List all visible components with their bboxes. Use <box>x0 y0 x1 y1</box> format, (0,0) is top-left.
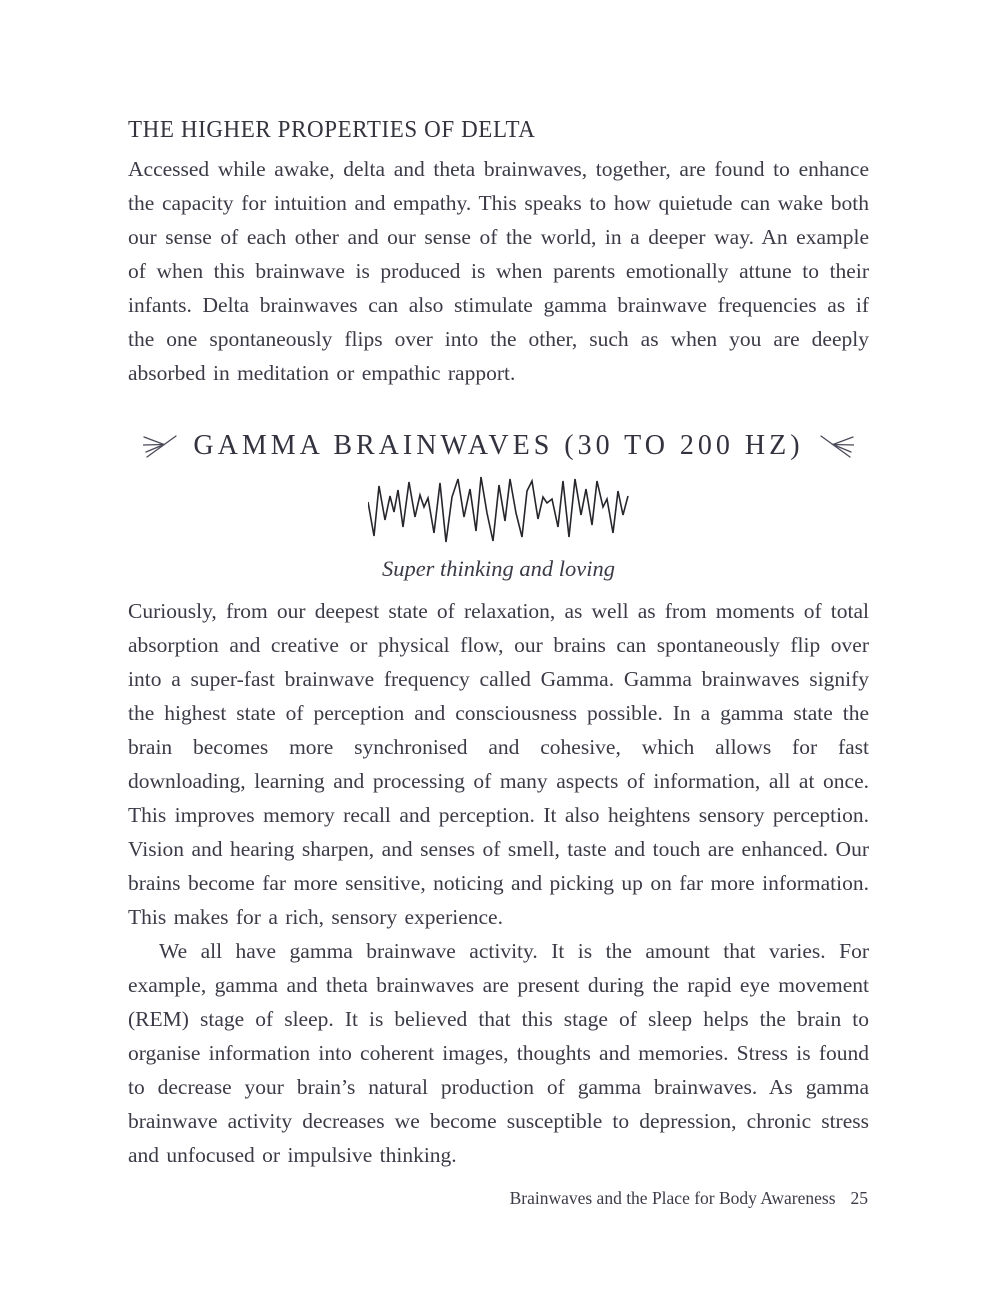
running-title: Brainwaves and the Place for Body Awareness <box>509 1188 836 1208</box>
gamma-waveform-illustration <box>128 470 869 548</box>
arrow-ornament-right-icon <box>143 433 177 459</box>
gamma-paragraph-2: We all have gamma brainwave activity. It is the amount that varies. For example, gamma and theta brainwaves are present during the rapid eye movement (REM) stage of sleep. It is believed that this stage of sleep helps the brain to organise information into coherent images, thoughts and memories. Stress is found to decrease your brain’s natural production of gamma brainwaves. As gamma brainwave activity decreases we become susceptible to depression, chronic stress and unfocused or impulsive thinking. <box>128 939 869 1167</box>
page-number: 25 <box>850 1188 868 1208</box>
arrow-ornament-left-icon <box>820 433 854 459</box>
section-heading-delta: THE HIGHER PROPERTIES OF DELTA <box>128 116 536 143</box>
gamma-subtitle: Super thinking and loving <box>381 556 616 581</box>
gamma-paragraph-1: Curiously, from our deepest state of relaxation, as well as from moments of total absorption and creative or physical flow, our brains can spontaneously flip over into a super-fast brainwave frequency called Gamma. Gamma brainwaves signify the highest state of perception and consciousness possible. In a gamma state the brain becomes more synchronised and cohesive, which allows for fast downloading, learning and processing of many aspects of information, all at once. This improves memory recall and perception. It also heightens sensory perception. Vision and hearing sharpen, and senses of smell, taste and touch are enhanced. Our brains become far more sensitive, noticing and picking up on far more information. This makes for a rich, sensory experience. <box>128 599 869 929</box>
delta-paragraph: Accessed while awake, delta and theta brainwaves, together, are found to enhance the capacity for intuition and empathy. This speaks to how quietude can wake both our sense of each other and our sense of the world, in a deeper way. An example of when this brainwave is produced is when parents emotionally attune to their infants. Delta brainwaves can also stimulate gamma brainwave frequencies as if the one spontaneously flips over into the other, such as when you are deeply absorbed in meditation or empathic rapport. <box>128 157 869 385</box>
page-content <box>128 116 869 1172</box>
gamma-section-heading <box>128 430 869 462</box>
page-footer <box>510 1188 868 1209</box>
gamma-heading-text: GAMMA BRAINWAVES (30 TO 200 HZ) <box>193 430 804 461</box>
